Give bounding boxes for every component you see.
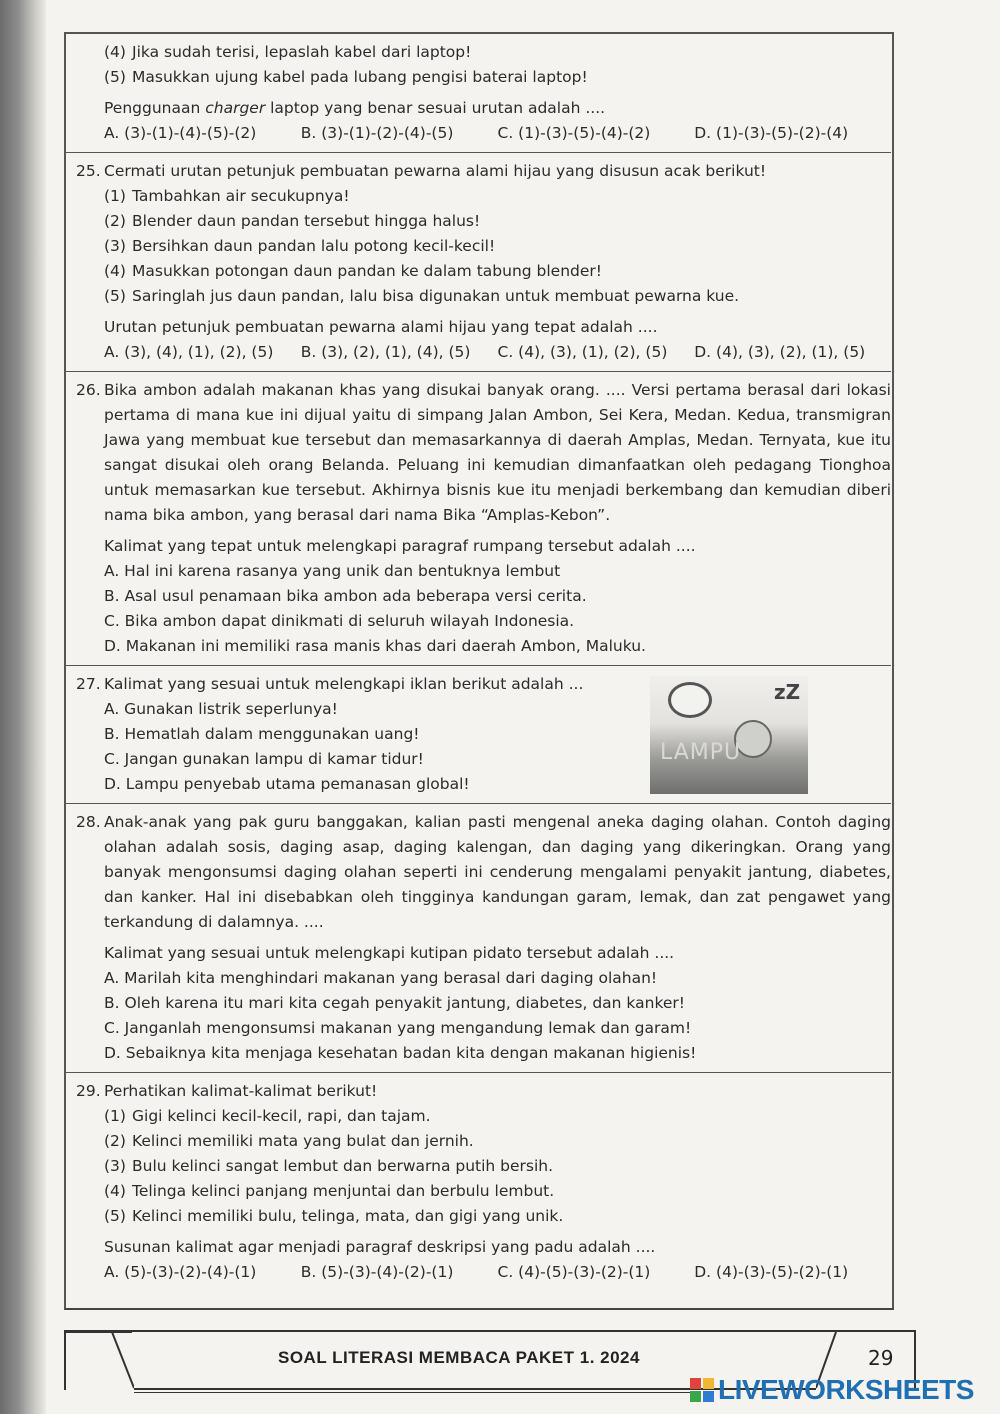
option-b[interactable]: B. (3)-(1)-(2)-(4)-(5) — [300, 124, 454, 142]
question-number: 25. — [76, 162, 101, 180]
answer-options — [76, 340, 891, 365]
step-item: (1) Gigi kelinci kecil-kecil, rapi, dan tajam. — [104, 1107, 431, 1125]
question-stem: Kalimat yang sesuai untuk melengkapi iklan berikut adalah ... — [104, 675, 584, 693]
question-number: 26. — [76, 381, 101, 399]
footer-rule-thin — [134, 1392, 694, 1393]
option-c[interactable]: C. Janganlah mengonsumsi makanan yang mengandung lemak dan garam! — [104, 1019, 692, 1037]
option-b[interactable]: B. Asal usul penamaan bika ambon ada beberapa versi cerita. — [104, 587, 587, 605]
question-number: 28. — [76, 813, 101, 831]
footer-title: SOAL LITERASI MEMBACA PAKET 1. 2024 — [278, 1348, 640, 1367]
book-binding-shadow — [0, 0, 46, 1414]
option-a[interactable]: A. Marilah kita menghindari makanan yang berasal dari daging olahan! — [104, 969, 658, 987]
option-a[interactable]: A. Gunakan listrik seperlunya! — [104, 700, 338, 718]
step-item: (4) Jika sudah terisi, lepaslah kabel dari laptop! — [104, 43, 472, 61]
option-c[interactable]: C. Bika ambon dapat dinikmati di seluruh wilayah Indonesia. — [104, 612, 575, 630]
footer-slant-left — [62, 1330, 134, 1392]
option-d[interactable]: D. (4), (3), (2), (1), (5) — [694, 343, 866, 361]
question-25 — [76, 159, 891, 365]
question-text: Kalimat yang sesuai untuk melengkapi kutipan pidato tersebut adalah .... — [104, 944, 675, 962]
ad-word: LAMPU — [660, 740, 742, 765]
option-a[interactable]: A. (3), (4), (1), (2), (5) — [104, 343, 274, 361]
step-item: (1) Tambahkan air secukupnya! — [104, 187, 350, 205]
step-item: (5) Kelinci memiliki bulu, telinga, mata, dan gigi yang unik. — [104, 1207, 564, 1225]
option-b[interactable]: B. (5)-(3)-(4)-(2)-(1) — [300, 1263, 454, 1281]
advertisement-image — [650, 676, 808, 794]
option-c[interactable]: C. Jangan gunakan lampu di kamar tidur! — [104, 750, 424, 768]
step-item: (4) Masukkan potongan daun pandan ke dalam tabung blender! — [104, 262, 603, 280]
question-stem: Perhatikan kalimat-kalimat berikut! — [104, 1082, 378, 1100]
step-item: (2) Blender daun pandan tersebut hingga halus! — [104, 212, 481, 230]
question-number: 27. — [76, 675, 101, 693]
question-27 — [76, 672, 891, 797]
option-b[interactable]: B. (3), (2), (1), (4), (5) — [300, 343, 471, 361]
option-d[interactable]: D. Makanan ini memiliki rasa manis khas dari daerah Ambon, Maluku. — [104, 637, 646, 655]
question-29 — [76, 1079, 891, 1285]
sleep-zz-text: zZ — [774, 680, 801, 704]
question-26 — [76, 378, 891, 659]
step-item: (3) Bersihkan daun pandan lalu potong kecil-kecil! — [104, 237, 496, 255]
divider — [64, 803, 891, 804]
answer-options — [76, 1260, 891, 1285]
option-d[interactable]: D. (4)-(3)-(5)-(2)-(1) — [694, 1263, 849, 1281]
divider — [64, 1072, 891, 1073]
watermark-brand: LIVEWORKSHEETS — [718, 1374, 974, 1405]
divider — [64, 152, 891, 153]
question-text: Urutan petunjuk pembuatan pewarna alami hijau yang tepat adalah .... — [104, 318, 658, 336]
option-a[interactable]: A. Hal ini karena rasanya yang unik dan bentuknya lembut — [104, 562, 561, 580]
question-text: Susunan kalimat agar menjadi paragraf deskripsi yang padu adalah .... — [104, 1238, 656, 1256]
divider — [64, 665, 891, 666]
question-text: Kalimat yang tepat untuk melengkapi paragraf rumpang tersebut adalah .... — [104, 537, 696, 555]
worksheet-content — [76, 40, 891, 1285]
option-a[interactable]: A. (3)-(1)-(4)-(5)-(2) — [104, 124, 257, 142]
step-item: (5) Saringlah jus daun pandan, lalu bisa digunakan untuk membuat pewarna kue. — [104, 287, 740, 305]
speech-bubble-icon — [668, 682, 712, 718]
question-paragraph: Bika ambon adalah makanan khas yang disukai banyak orang. .... Versi pertama berasal dari lokasi pertama di mana kue ini dijual yaitu di simpang Jalan Ambon, Sei Kera, Medan. Kedua, transmigran Jawa yang membuat kue tersebut dan memasarkannya di daerah Amplas, Medan. Ternyata, kue itu sangat disukai oleh orang Belanda. Peluang ini kemudian dimanfaatkan oleh pedagang Tionghoa untuk memasarkan kue tersebut. Akhirnya bisnis kue itu menjadi berkembang dan kemudian diberi nama bika ambon, yang berasal dari nama Bika “Amplas-Kebon”. — [104, 381, 891, 524]
question-paragraph: Anak-anak yang pak guru banggakan, kalian pasti mengenal aneka daging olahan. Contoh daging olahan adalah sosis, daging asap, daging kalengan, dan daging yang dikeringkan. Orang yang banyak mengonsumsi daging olahan seperti ini cenderung mengalami penyakit jantung, diabetes, dan kanker. Hal ini disebabkan oleh tingginya kandungan garam, lemak, dan zat pengawet yang terkandung di dalamnya. .... — [104, 813, 891, 931]
option-c[interactable]: C. (1)-(3)-(5)-(4)-(2) — [497, 124, 651, 142]
step-item: (3) Bulu kelinci sangat lembut dan berwarna putih bersih. — [104, 1157, 554, 1175]
continued-question — [76, 40, 891, 146]
question-28 — [76, 810, 891, 1066]
liveworksheets-logo-icon — [690, 1378, 714, 1402]
step-item: (4) Telinga kelinci panjang menjuntai dan berbulu lembut. — [104, 1182, 555, 1200]
option-b[interactable]: B. Oleh karena itu mari kita cegah penyakit jantung, diabetes, dan kanker! — [104, 994, 685, 1012]
step-item: (5) Masukkan ujung kabel pada lubang pengisi baterai laptop! — [104, 68, 588, 86]
step-item: (2) Kelinci memiliki mata yang bulat dan jernih. — [104, 1132, 474, 1150]
option-d[interactable]: D. Lampu penyebab utama pemanasan global! — [104, 775, 470, 793]
question-number: 29. — [76, 1082, 101, 1100]
option-b[interactable]: B. Hematlah dalam menggunakan uang! — [104, 725, 420, 743]
option-c[interactable]: C. (4)-(5)-(3)-(2)-(1) — [497, 1263, 651, 1281]
question-stem: Cermati urutan petunjuk pembuatan pewarna alami hijau yang disusun acak berikut! — [104, 162, 767, 180]
page-number: 29 — [868, 1346, 894, 1370]
divider — [64, 371, 891, 372]
option-a[interactable]: A. (5)-(3)-(2)-(4)-(1) — [104, 1263, 257, 1281]
option-c[interactable]: C. (4), (3), (1), (2), (5) — [497, 343, 668, 361]
question-text: Penggunaan charger laptop yang benar sesuai urutan adalah .... — [104, 99, 606, 117]
option-d[interactable]: D. Sebaiknya kita menjaga kesehatan badan kita dengan makanan higienis! — [104, 1044, 697, 1062]
answer-options — [76, 121, 891, 146]
option-d[interactable]: D. (1)-(3)-(5)-(2)-(4) — [694, 124, 849, 142]
